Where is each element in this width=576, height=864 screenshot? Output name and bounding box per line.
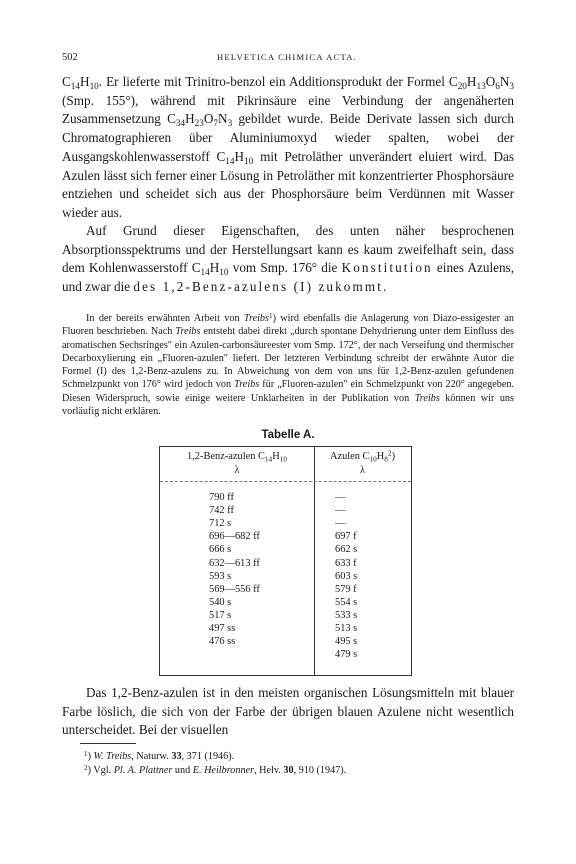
- table-title: Tabelle A.: [261, 429, 315, 441]
- table-cell-azulen: 495 s: [335, 636, 358, 648]
- table-cell-benz-azulen: [209, 648, 313, 661]
- page-number: 502: [62, 52, 78, 63]
- table-cell-azulen: —: [335, 505, 346, 517]
- column-header-azulen: Azulen $C_{10}H_8^2$) λ: [314, 450, 411, 478]
- table-cell-benz-azulen: 497 ss: [209, 623, 236, 634]
- footnote-2: $^2$) Vgl. Pl. A. Plattner und E. Heilbronner, Helv. 30, 910 (1947).: [84, 763, 347, 776]
- header-divider: [160, 481, 411, 482]
- table-cell-azulen: 513 s: [335, 623, 358, 634]
- table-cell-azulen: 479 s: [335, 649, 358, 661]
- table-cell-benz-azulen: 593 s: [209, 570, 232, 582]
- table-cell-benz-azulen: 632—613 ff: [209, 557, 260, 569]
- table-cell-azulen: 533 s: [335, 609, 358, 621]
- emphasis-konstitution: Konstitution: [341, 260, 433, 276]
- table-cell-benz-azulen: 476 ss: [209, 636, 236, 648]
- table-cell-azulen: 697 f: [335, 531, 357, 543]
- table-cell-benz-azulen: 666 s: [209, 544, 232, 556]
- table-cell-azulen: 662 s: [335, 544, 358, 556]
- table-cell-azulen: —: [335, 518, 346, 530]
- paragraph-1: $C_{14}H_{10}$. Er lieferte mit Trinitro-benzol ein Additionsprodukt der Formel $C_{20}H_{13}O_6N_3$ (Smp. 155°), während mit Pikrinsäure eine Verbindung der angenäherten Zusammensetzung $C_{34}H_{23}O_7N_3$ gebildet wurde. Beide Derivate lassen sich durch Chromatographieren über Aluminiumoxyd wieder spalten, wobei der Ausgangskohlenwasserstoff $C_{14}H_{10}$ mit Petroläther unverändert eluiert wird. Das Azulen lässt sich ferner einer Lösung in Petroläther mit konzentrierter Phosphorsäure entziehen und scheidet sich aus der Phosphorsäure beim Verdünnen mit Wasser wieder aus.: [62, 74, 514, 220]
- table-cell-benz-azulen: 712 s: [209, 518, 232, 530]
- column-header-benz-azulen: 1,2-Benz-azulen $C_{14}H_{10}$ λ: [160, 450, 314, 478]
- table-cell-azulen: 633 f: [335, 557, 357, 569]
- footnote-rule: [80, 743, 136, 744]
- running-title: HELVETICA CHIMICA ACTA.: [217, 52, 357, 62]
- lambda-symbol: λ: [234, 465, 240, 476]
- table-cell-benz-azulen: 569—556 ff: [209, 583, 260, 595]
- paragraph-3: Das 1,2-Benz-azulen ist in den meisten organischen Lösungsmitteln mit blauer Farbe löslich, die sich von der Farbe der übrigen blauen Azulene nicht wesentlich unterscheidet. Bei der visuellen: [62, 685, 514, 738]
- table-cell-azulen: 554 s: [335, 596, 358, 608]
- footnote-1: $^1$) W. Treibs, Naturw. 33, 371 (1946).: [84, 749, 235, 762]
- lambda-symbol: λ: [359, 465, 366, 476]
- table-cell-azulen: —: [335, 492, 346, 503]
- table-cell-azulen: 579 f: [335, 583, 357, 595]
- table-cell-benz-azulen: 696—682 ff: [209, 531, 260, 543]
- table-cell-benz-azulen: 790 ff: [209, 492, 234, 503]
- absorption-table: [159, 446, 412, 676]
- paragraph-2: Auf Grund dieser Eigenschaften, des unten näher besprochenen Absorptionsspektrums und der Herstellungsart kann es kaum zweifelhaft sein, dass dem Kohlenwasserstoff $C_{14}H_{10}$ vom Smp. 176° die Konstitution eines Azulens, und zwar die des 1,2-Benz-azulens (I) zukommt.: [62, 223, 514, 295]
- emphasis-benz-azulen: des 1,2-Benz-azulens (I) zukommt.: [133, 279, 389, 295]
- small-print-note: In der bereits erwähnten Arbeit von Treibs$^1$) wird ebenfalls die Anlagerung von Diazo-essigester an Fluoren beschrieben. Nach Treibs entsteht dabei direkt „durch spontane Dehydrierung unter dem Einfluss des aromatischen Sechsringes" ein Azulen-carbonsäureester vom Smp. 172°, der nach Verseifung und thermischer Decarboxylierung ein „Fluoren-azulen" liefert. Der letzteren Verbindung schreibt der erwähnte Autor die Formel (I) des 1,2-Benz-azulens zu. In Abweichung von dem von uns für 1,2-Benz-azulen gefundenen Schmelzpunkt von 176° wird jedoch von Treibs für „Fluoren-azulen" ein Schmelzpunkt von 220° angegeben. Diesen Widerspruch, sowie einige weitere Unklarheiten in der Publikation von Treibs können wir uns vorläufig nicht erklären.: [62, 311, 514, 418]
- table-cell-benz-azulen: 742 ff: [209, 505, 234, 517]
- table-cell-benz-azulen: 517 s: [209, 609, 232, 621]
- table-cell-azulen: 603 s: [335, 570, 358, 582]
- table-cell-benz-azulen: 540 s: [209, 596, 232, 608]
- page-header: [62, 52, 512, 66]
